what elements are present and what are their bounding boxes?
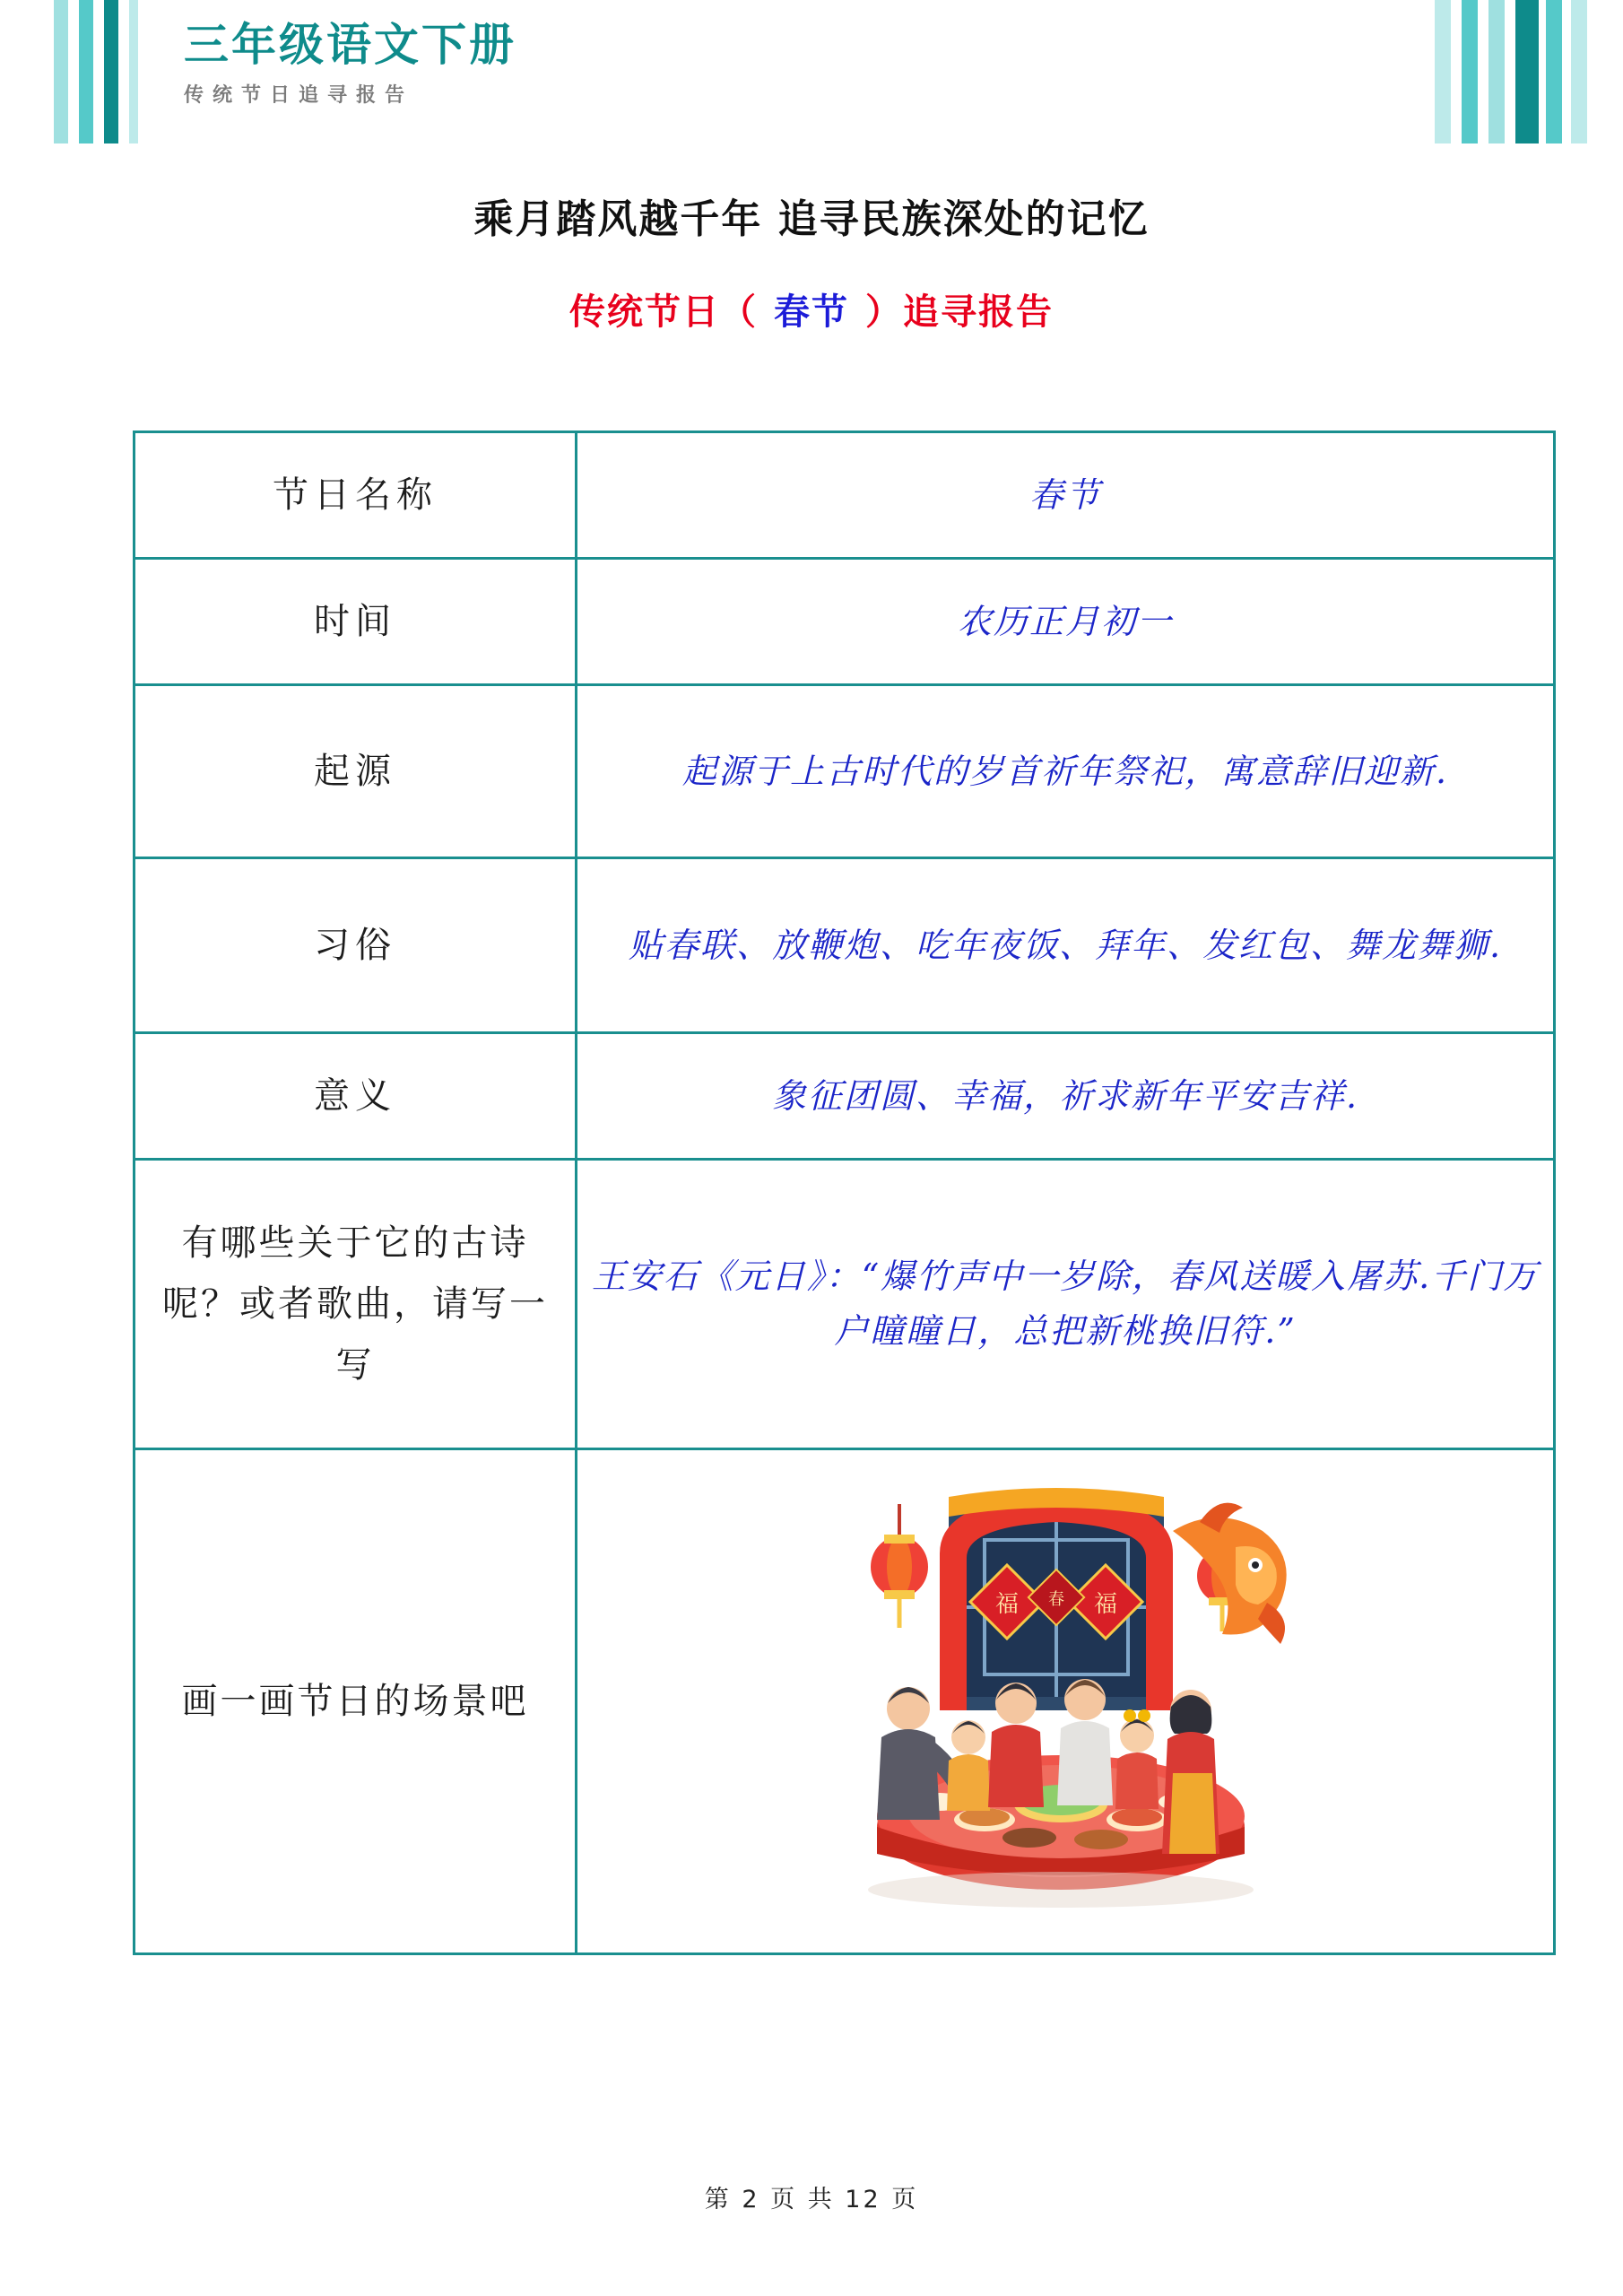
page-footer: 第 2 页 共 12 页	[704, 2186, 919, 2213]
row-label-cell	[135, 685, 577, 858]
svg-text:春: 春	[1048, 1590, 1064, 1609]
row-label-cell	[135, 1449, 577, 1954]
row-value: 春节	[1028, 474, 1101, 515]
row-value: 起源于上古时代的岁首祈年祭祀，寓意辞旧迎新.	[681, 751, 1449, 791]
row-label-cell	[135, 858, 577, 1033]
svg-text:福: 福	[1093, 1591, 1118, 1618]
festival-name-filled: 春节	[774, 291, 849, 333]
table-row	[135, 1160, 1555, 1449]
row-value: 象征团圆、幸福，祈求新年平安吉祥.	[771, 1075, 1359, 1116]
chinese-new-year-scene-icon	[814, 1468, 1316, 1935]
row-value-cell[interactable]	[577, 559, 1555, 685]
page-title: 乘月踏风越千年 追寻民族深处的记忆	[473, 196, 1150, 242]
drawing-cell[interactable]	[577, 1449, 1555, 1954]
row-value-cell[interactable]	[577, 1033, 1555, 1160]
row-value-cell[interactable]	[577, 858, 1555, 1033]
report-subtitle-prefix: 传统节日（	[569, 291, 758, 333]
row-value-cell[interactable]	[577, 432, 1555, 559]
row-label-cell	[135, 1160, 577, 1449]
row-label: 习俗	[314, 925, 396, 966]
row-label: 节日名称	[273, 474, 438, 516]
row-label: 起源	[314, 751, 396, 792]
row-value: 农历正月初一	[957, 601, 1173, 641]
row-value: 王安石《元日》：“爆竹声中一岁除，春风送暖入屠苏.千门万户瞳瞳日，总把新桃换旧符.”	[591, 1257, 1540, 1351]
table-row	[135, 1449, 1555, 1954]
table-row	[135, 1033, 1555, 1160]
row-value-cell[interactable]	[577, 1160, 1555, 1449]
row-label: 意义	[314, 1075, 396, 1117]
table-row	[135, 858, 1555, 1033]
table-row	[135, 432, 1555, 559]
row-value-cell[interactable]	[577, 685, 1555, 858]
report-subtitle	[0, 283, 1623, 335]
row-label-cell	[135, 1033, 577, 1160]
header-subtitle: 传统节日追寻报告	[184, 83, 414, 107]
svg-text:福: 福	[994, 1591, 1020, 1618]
row-label: 画一画节日的场景吧	[181, 1681, 529, 1722]
new-year-illustration	[588, 1468, 1542, 1935]
row-label-cell	[135, 432, 577, 559]
row-label: 有哪些关于它的古诗呢？或者歌曲，请写一写	[162, 1222, 548, 1386]
table-row	[135, 559, 1555, 685]
table-row	[135, 685, 1555, 858]
page-header	[0, 0, 1623, 144]
row-label: 时间	[314, 601, 396, 642]
report-subtitle-suffix: ）追寻报告	[865, 291, 1054, 333]
header-title: 三年级语文下册	[184, 19, 516, 71]
row-value: 贴春联、放鞭炮、吃年夜饭、拜年、发红包、舞龙舞狮.	[628, 925, 1503, 965]
festival-report-table	[133, 430, 1556, 1955]
row-label-cell	[135, 559, 577, 685]
